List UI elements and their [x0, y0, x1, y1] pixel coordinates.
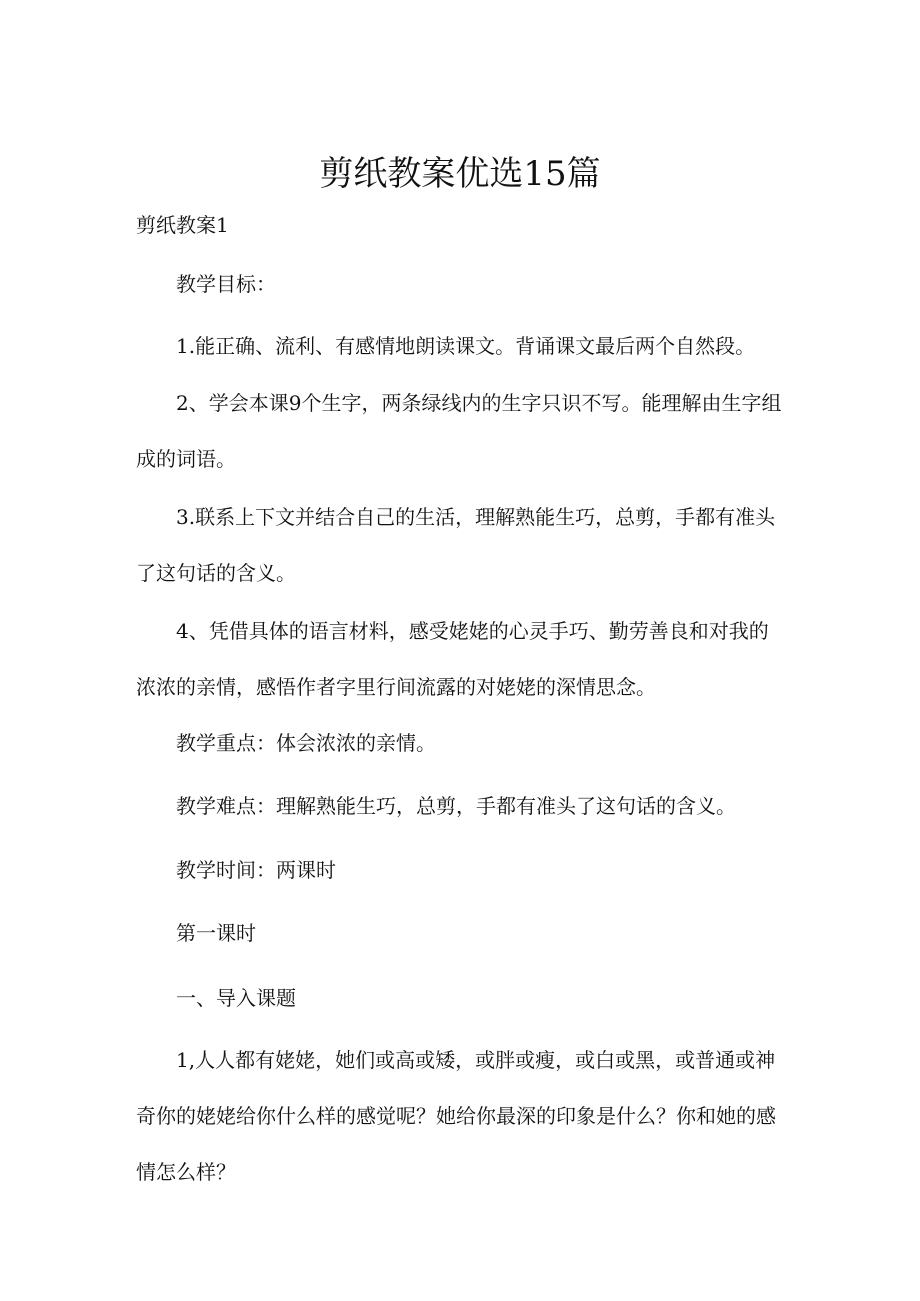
paragraph-teaching-time: 教学时间：两课时 — [176, 858, 336, 882]
document-title: 剪纸教案优选15篇 — [319, 154, 601, 194]
paragraph-goal-3: 3.联系上下文并结合自己的生活，理解熟能生巧，总剪，手都有准头了这句话的含义。 — [136, 505, 776, 585]
section-heading: 剪纸教案1 — [136, 213, 229, 237]
paragraph-difficulty: 教学难点：理解熟能生巧，总剪，手都有准头了这句话的含义。 — [176, 794, 736, 818]
paragraph-first-lesson: 第一课时 — [176, 921, 256, 945]
paragraph-goal-2: 2、学会本课9个生字，两条绿线内的生字只识不写。能理解由生字组成的词语。 — [136, 391, 782, 471]
paragraph-goal-4: 4、凭借具体的语言材料，感受姥姥的心灵手巧、勤劳善良和对我的浓浓的亲情，感悟作者字里行间流露的对姥姥的深情思念。 — [136, 619, 769, 699]
paragraph-intro-question: 1,人人都有姥姥，她们或高或矮，或胖或瘦，或白或黑，或普通或神奇你的姥姥给你什么样的感觉呢？她给你最深的印象是什么？你和她的感情怎么样？ — [136, 1048, 776, 1184]
paragraph-introduction: 一、导入课题 — [176, 986, 296, 1010]
paragraph-key-point: 教学重点：体会浓浓的亲情。 — [176, 731, 436, 755]
paragraph-goal-1: 1.能正确、流利、有感情地朗读课文。背诵课文最后两个自然段。 — [176, 334, 756, 358]
paragraph-teaching-goals-label: 教学目标： — [176, 272, 276, 296]
